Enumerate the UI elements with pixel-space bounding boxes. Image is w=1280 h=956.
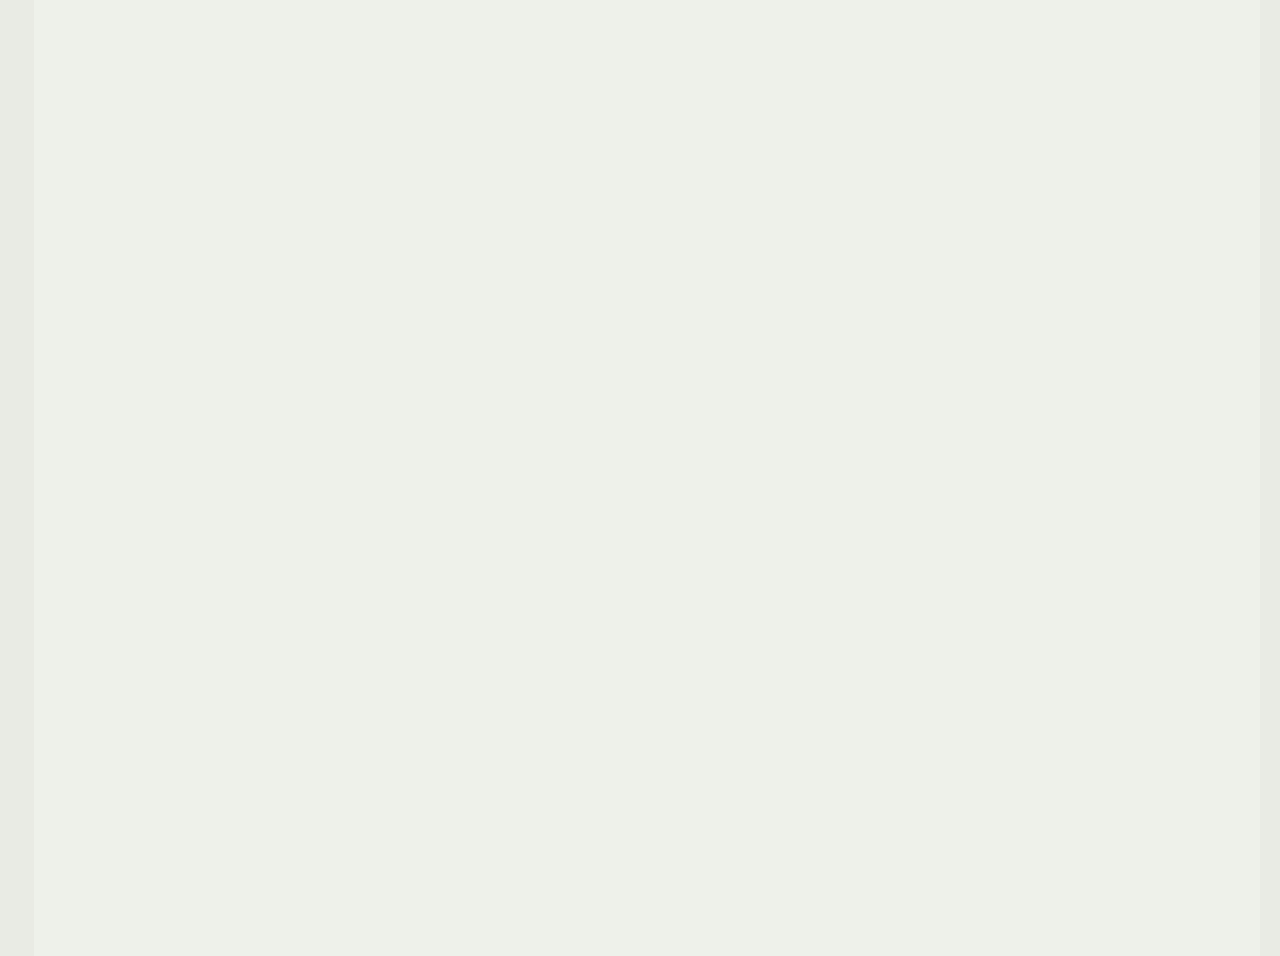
left-tractor-margin	[0, 0, 34, 956]
right-tractor-margin	[1260, 0, 1280, 956]
printout-paper	[34, 0, 1260, 956]
